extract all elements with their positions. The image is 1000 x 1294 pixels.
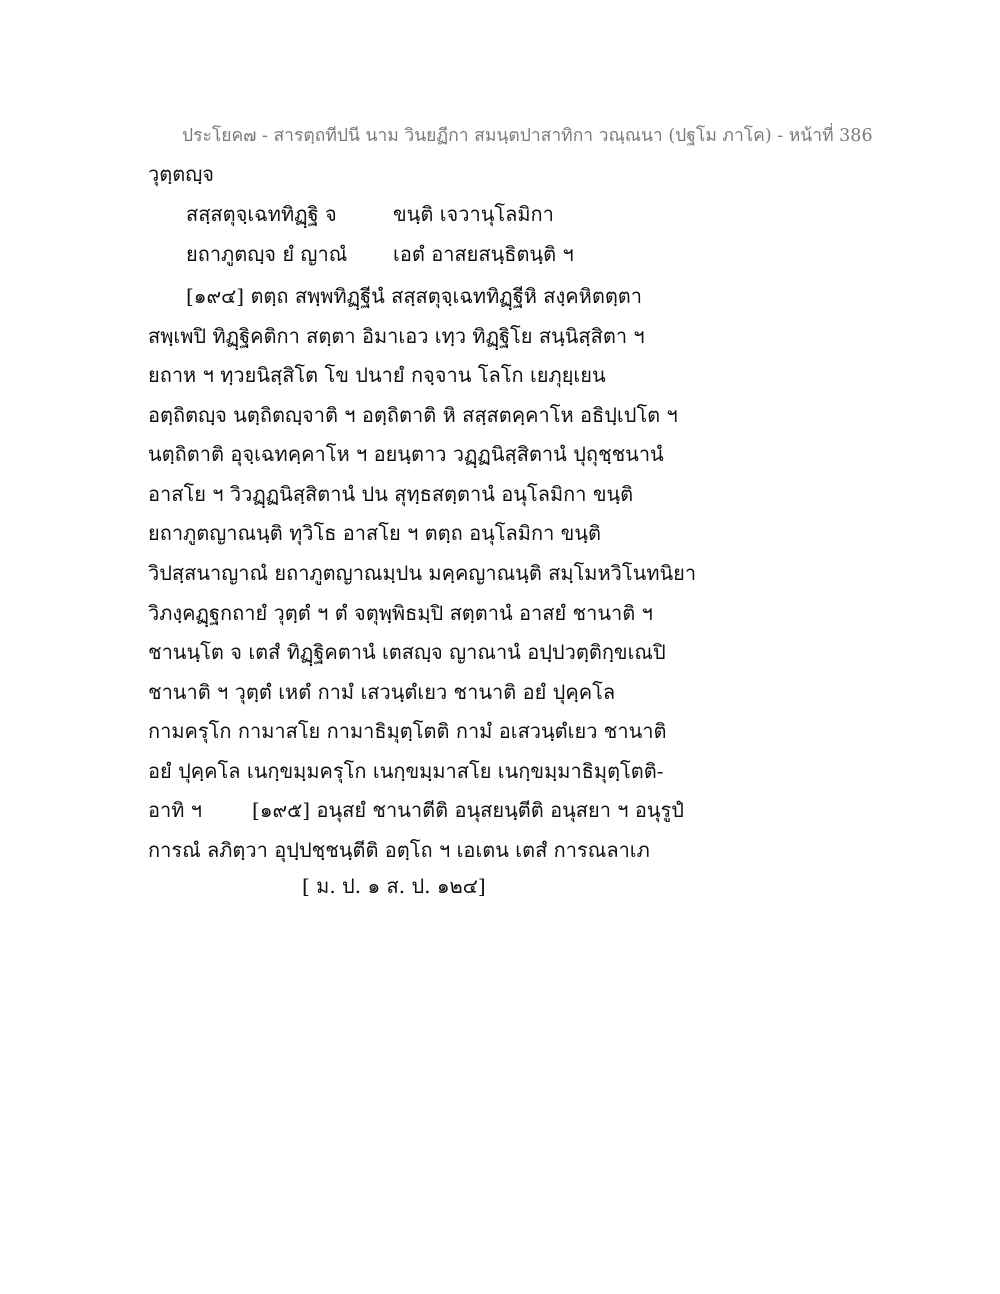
paragraph-line: ยถาห ฯ ทฺวยนิสฺสิโต โข ปนายํ กจฺจาน โลโก เยภุยฺเยน (148, 363, 606, 387)
paragraph-line: ชานาติ ฯ วุตฺตํ เหตํ กามํ เสวนฺตํเยว ชานาติ อยํ ปุคฺคโล (148, 680, 616, 704)
paragraph-line: สพฺเพปิ ทิฏฺฐิคติกา สตฺตา อิมาเอว เทฺว ทิฏฺฐิโย สนฺนิสฺสิตา ฯ (148, 324, 645, 348)
paragraph-line: ชานนฺโต จ เตสํ ทิฏฺฐิคตานํ เตสญฺจ ญาณานํ อปฺปวตฺติกฺขเณปิ (148, 640, 666, 664)
paragraph-line-reference (148, 795, 684, 825)
verse-line-1 (186, 199, 606, 229)
paragraph-line: กามครุโก กามาสโย กามาธิมุตฺโตติ กามํ อเสวนฺตํเยว ชานาติ (148, 719, 667, 743)
paragraph-line: ยถาภูตญาณนฺติ ทุวิโธ อาสโย ฯ ตตฺถ อนุโลมิกา ขนฺติ (148, 521, 601, 545)
paragraph-line: [๑๙๔] ตตฺถ สพฺพทิฏฺฐีนํ สสฺสตุจฺเฉททิฏฺฐีหิ สงฺคหิตตฺตา (186, 284, 643, 308)
paragraph-line: อยํ ปุคฺคโล เนกฺขมฺมครุโก เนกฺขมฺมาสโย เนกฺขมฺมาธิมุตฺโตติ- (148, 759, 664, 783)
citation: [ ม. ป. ๑ ส. ป. ๑๒๔] (302, 874, 486, 898)
verse-1-right: ขนฺติ เจวานุโลมิกา (393, 202, 554, 226)
paragraph-line: วิภงฺคฏฺฐกถายํ วุตฺตํ ฯ ตํ จตุพฺพิธมฺปิ สตฺตานํ อาสยํ ชานาติ ฯ (148, 601, 653, 625)
paragraph-line: อาสโย ฯ วิวฏฺฏนิสฺสิตานํ ปน สุทฺธสตฺตานํ อนุโลมิกา ขนฺติ (148, 482, 634, 506)
paragraph-line: อตฺถิตญฺจ นตฺถิตญฺจาติ ฯ อตฺถิตาติ หิ สสฺสตคฺคาโห อธิปฺเปโต ฯ (148, 403, 678, 427)
opening-word: วุตฺตญฺจ (148, 162, 214, 186)
paragraph-line: นตฺถิตาติ อุจฺเฉทคฺคาโห ฯ อยนฺตาว วฏฺฏนิสฺสิตานํ ปุถุชฺชนานํ (148, 442, 664, 466)
verse-2-left: ยถาภูตญฺจ ยํ ญาณํ (186, 242, 348, 266)
verse-2-right: เอตํ อาสยสนฺธิตนฺติ ฯ (393, 242, 574, 266)
reference-rest: [๑๙๕] อนุสยํ ชานาตีติ อนุสยนฺตีติ อนุสยา ฯ อนุรูปํ (252, 798, 684, 822)
paragraph-line: การณํ ลภิตฺวา อุปฺปชฺชนฺตีติ อตฺโถ ฯ เอเตน เตสํ การณลาเภ (148, 838, 650, 862)
verse-1-left: สสฺสตุจฺเฉททิฏฺฐิ จ (186, 202, 337, 226)
page-header: ประโยค๗ - สารตฺถทีปนี นาม วินยฏีกา สมนฺตปาสาทิกา วณฺณนา (ปฐโม ภาโค) - หน้าที่ 386 (182, 126, 873, 146)
paragraph-line: วิปสฺสนาญาณํ ยถาภูตญาณมฺปน มคฺคญาณนฺติ สมฺโมหวิโนทนิยา (148, 561, 697, 585)
reference-start: อาทิ ฯ (148, 798, 203, 822)
verse-line-2 (186, 239, 606, 269)
